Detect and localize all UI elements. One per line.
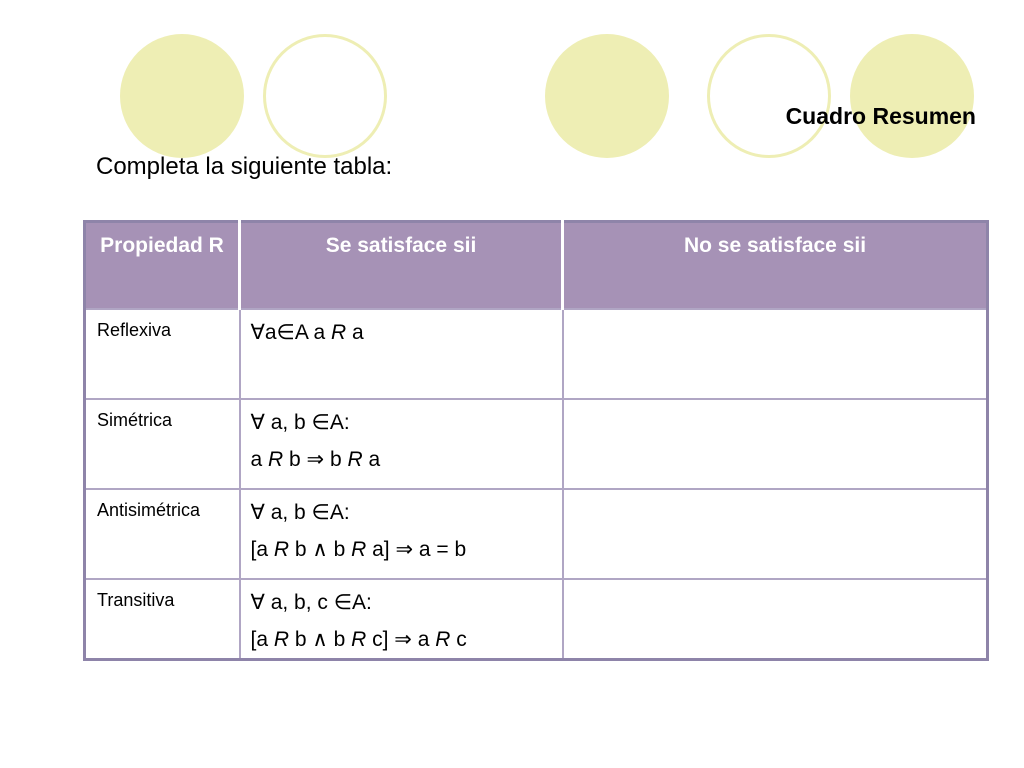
- instruction-text: Completa la siguiente tabla:: [96, 153, 393, 180]
- header-property: Propiedad R: [85, 222, 240, 310]
- formula-line: ∀ a, b ∈A:: [250, 501, 350, 524]
- not-satisfies-cell[interactable]: [563, 489, 988, 579]
- decorative-circle-filled: [545, 34, 669, 158]
- table-row: [85, 309, 988, 399]
- property-name: Transitiva: [85, 579, 240, 660]
- slide-title: Cuadro Resumen: [785, 103, 976, 129]
- decorative-circle-filled: [850, 34, 974, 158]
- property-name: Simétrica: [85, 399, 240, 489]
- summary-table: [83, 220, 989, 661]
- table-row: [85, 399, 988, 489]
- header-not-satisfies: No se satisface sii: [563, 222, 988, 310]
- table-row: [85, 489, 988, 579]
- formula-line: [a R b ∧ b R a] ⇒ a = b: [250, 538, 467, 561]
- satisfies-cell: [240, 399, 563, 489]
- formula-line: ∀ a, b ∈A:: [250, 411, 350, 434]
- formula-line: a R b ⇒ b R a: [250, 448, 381, 471]
- decorative-circle-filled: [120, 34, 244, 158]
- property-name: Reflexiva: [85, 309, 240, 399]
- table-row: [85, 579, 988, 660]
- formula-line: ∀a∈A a R a: [250, 321, 364, 344]
- not-satisfies-cell[interactable]: [563, 309, 988, 399]
- header-satisfies: Se satisface sii: [240, 222, 563, 310]
- decorative-circle-ring: [707, 34, 831, 158]
- not-satisfies-cell[interactable]: [563, 399, 988, 489]
- satisfies-cell: [240, 309, 563, 399]
- not-satisfies-cell[interactable]: [563, 579, 988, 660]
- satisfies-cell: [240, 489, 563, 579]
- property-name: Antisimétrica: [85, 489, 240, 579]
- formula-line: ∀ a, b, c ∈A:: [250, 591, 372, 614]
- formula-line: [a R b ∧ b R c] ⇒ a R c: [250, 628, 467, 651]
- table-header-row: [85, 222, 988, 310]
- satisfies-cell: [240, 579, 563, 660]
- decorative-circle-ring: [263, 34, 387, 158]
